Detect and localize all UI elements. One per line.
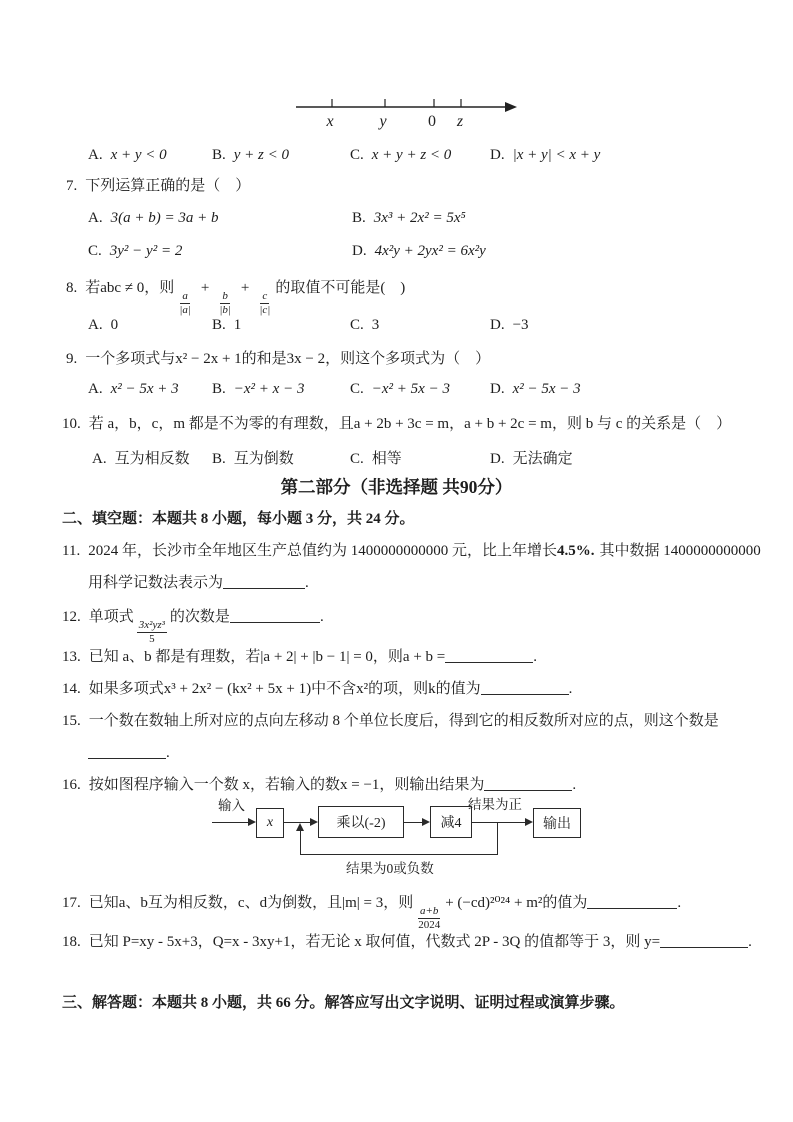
- q6-option-c: [350, 147, 451, 164]
- answer-blank: [88, 743, 166, 759]
- question-stem: 下列运算正确的是（ ）: [85, 178, 251, 194]
- fraction-numerator: c: [262, 290, 268, 302]
- option-text: 3(a + b) = 3a + b: [110, 210, 219, 226]
- option-text: 3x³ + 2x² = 5x⁵: [373, 210, 466, 226]
- answer-blank: [445, 647, 533, 663]
- answer-blank: [587, 893, 677, 909]
- question-15-line2: [88, 743, 170, 763]
- option-label: D.: [490, 147, 505, 163]
- question-stem: 如果多项式x³ + 2x² − (kx² + 5x + 1)中不含x²的项，则k的值为: [88, 681, 481, 697]
- numberline-label-z: z: [456, 113, 464, 130]
- fraction-numerator: 3x²yz³: [138, 619, 165, 631]
- question-number: 9.: [66, 351, 78, 367]
- question-number: 14.: [62, 681, 81, 697]
- q8-option-b: [212, 317, 241, 334]
- growth-rate-bold: 4.5%.: [556, 543, 595, 559]
- question-number: 13.: [62, 649, 81, 665]
- period: .: [568, 681, 573, 697]
- flow-arrow-up-icon: [296, 823, 304, 831]
- option-text: 3y² − y² = 2: [109, 243, 183, 259]
- question-stem: 已知 P=xy - 5x+3，Q=x - 3xy+1，若无论 x 取何值，代数式 2P - 3Q 的值都等于 3，则 y=: [88, 934, 661, 950]
- q6-option-d: [490, 147, 600, 164]
- option-label: C.: [350, 451, 364, 467]
- option-label: D.: [490, 317, 505, 333]
- numberline-figure: [293, 93, 525, 135]
- option-label: D.: [490, 381, 505, 397]
- q10-option-b: [212, 447, 294, 468]
- question-stem-end: 的取值不可能是( ): [275, 280, 406, 296]
- flow-box-subtract4: 减4: [430, 806, 472, 838]
- option-label: C.: [350, 317, 364, 333]
- q9-option-b: [212, 381, 304, 398]
- flow-arrow-right-icon: [422, 818, 430, 826]
- option-label: B.: [212, 147, 226, 163]
- option-label: A.: [88, 381, 103, 397]
- question-number: 16.: [62, 777, 81, 793]
- option-text: 0: [110, 317, 119, 333]
- option-text: −x² + 5x − 3: [371, 381, 450, 397]
- question-8: [66, 278, 405, 317]
- fraction-denominator: |c|: [259, 304, 271, 316]
- flow-arrow-right-icon: [248, 818, 256, 826]
- fraction-denominator: |b|: [219, 304, 231, 316]
- q7-option-c: [88, 243, 182, 260]
- period: .: [533, 649, 537, 665]
- fraction: [217, 290, 233, 317]
- question-12: [62, 607, 324, 646]
- question-number: 17.: [62, 895, 81, 911]
- question-14: [62, 679, 572, 699]
- q8-option-a: [88, 317, 118, 334]
- answer-blank: [481, 679, 569, 695]
- question-13: [62, 647, 537, 667]
- option-label: D.: [490, 451, 505, 467]
- q7-option-b: [352, 210, 466, 227]
- question-stem: 一个多项式与x² − 2x + 1的和是3x − 2，则这个多项式为（ ）: [85, 351, 491, 367]
- option-text: x + y + z < 0: [371, 147, 452, 163]
- flow-input-label: 输入: [218, 798, 245, 813]
- q7-options-row-2: [0, 243, 793, 265]
- option-label: B.: [212, 317, 226, 333]
- period: .: [305, 575, 309, 591]
- q6-option-a: [88, 147, 167, 164]
- q7-option-a: [88, 210, 218, 227]
- q6-options-row: [0, 147, 793, 169]
- fraction-numerator: b: [222, 290, 228, 302]
- option-label: B.: [212, 381, 226, 397]
- option-text: −3: [512, 317, 529, 333]
- q16-flowchart: [212, 793, 602, 881]
- question-11-line2: [88, 573, 309, 593]
- question-stem: 单项式: [88, 609, 134, 625]
- question-stem-end: + (−cd)²⁰²⁴ + m²的值为: [445, 895, 588, 911]
- question-9: [66, 349, 490, 369]
- question-stem: 若abc ≠ 0，则: [85, 280, 175, 296]
- numberline-label-zero: 0: [428, 113, 436, 130]
- q8-option-c: [350, 317, 379, 334]
- question-stem-cont: 用科学记数法表示为: [88, 575, 224, 591]
- question-number: 8.: [66, 280, 78, 296]
- flow-positive-result-label: 结果为正: [468, 797, 522, 812]
- flow-box-output: 输出: [533, 808, 581, 838]
- flow-arrow-right-icon: [525, 818, 533, 826]
- period: .: [677, 895, 682, 911]
- flow-loop-label: 结果为0或负数: [346, 861, 434, 876]
- period: .: [572, 777, 577, 793]
- question-number: 11.: [62, 543, 81, 559]
- flow-box-multiply: 乘以(-2): [318, 806, 404, 838]
- q6-option-b: [212, 147, 289, 164]
- q9-option-d: [490, 381, 581, 398]
- fraction: [416, 905, 442, 932]
- option-label: B.: [352, 210, 366, 226]
- question-stem: 已知a、b互为相反数，c、d为倒数，且|m| = 3，则: [88, 895, 414, 911]
- q9-options-row: [0, 381, 793, 403]
- q9-option-a: [88, 381, 179, 398]
- option-text: x² − 5x + 3: [110, 381, 179, 397]
- q10-option-c: [350, 447, 402, 468]
- q7-options-row-1: [0, 210, 793, 232]
- period: .: [748, 934, 752, 950]
- option-label: D.: [352, 243, 367, 259]
- option-text: y + z < 0: [233, 147, 290, 163]
- flow-line: [212, 822, 249, 823]
- answer-blank: [223, 573, 305, 589]
- question-stem-end: 的次数是: [169, 609, 230, 625]
- question-number: 12.: [62, 609, 81, 625]
- q10-option-a: [92, 447, 190, 468]
- fraction-numerator: a: [182, 290, 188, 302]
- question-stem: 按如图程序输入一个数 x，若输入的数x = −1，则输出结果为: [88, 777, 485, 793]
- answer-blank: [660, 932, 748, 948]
- option-text: −x² + x − 3: [233, 381, 305, 397]
- option-label: C.: [88, 243, 102, 259]
- q10-option-d: [490, 447, 573, 468]
- question-18: [62, 932, 752, 952]
- numberline-label-y: y: [379, 113, 387, 130]
- section2-intro: 二、填空题：本题共 8 小题，每小题 3 分，共 24 分。: [62, 511, 415, 527]
- question-number: 18.: [62, 934, 81, 950]
- option-text: 相等: [371, 451, 402, 467]
- fraction: [177, 290, 193, 317]
- q10-options-row: [0, 447, 793, 469]
- part2-title: 第二部分（非选择题 共90分）: [280, 477, 513, 497]
- fraction-denominator: |a|: [179, 304, 191, 316]
- question-16: [62, 775, 576, 795]
- question-number: 7.: [66, 178, 78, 194]
- option-label: A.: [92, 451, 107, 467]
- question-stem-cont: 其中数据 1400000000000: [599, 543, 761, 559]
- numberline-label-x: x: [326, 113, 334, 130]
- option-text: 4x²y + 2yx² = 6x²y: [374, 243, 486, 259]
- option-text: 互为相反数: [114, 451, 190, 467]
- option-text: x + y < 0: [110, 147, 167, 163]
- question-number: 15.: [62, 713, 81, 729]
- question-15-line1: [62, 711, 719, 731]
- period: .: [166, 745, 170, 761]
- option-text: 1: [233, 317, 242, 333]
- numberline-arrowhead: [505, 102, 517, 112]
- question-stem: 若 a，b，c，m 都是不为零的有理数，且a + 2b + 3c = m，a + b + 2c = m，则 b 与 c 的关系是（ ）: [88, 416, 732, 432]
- answer-blank: [230, 607, 320, 623]
- option-text: x² − 5x − 3: [512, 381, 581, 397]
- option-label: A.: [88, 317, 103, 333]
- section3-intro: 三、解答题：本题共 8 小题，共 66 分。解答应写出文字说明、证明过程或演算步骤。: [62, 995, 625, 1011]
- flow-feedback-line: [497, 823, 498, 854]
- fraction: [257, 290, 272, 317]
- question-stem: 一个数在数轴上所对应的点向左移动 8 个单位长度后，得到它的相反数所对应的点，则这个数是: [88, 713, 719, 729]
- flow-arrow-right-icon: [310, 818, 318, 826]
- question-7: [66, 176, 250, 196]
- plus-sign: +: [240, 280, 250, 296]
- question-11-line1: [62, 541, 761, 561]
- q8-option-d: [490, 317, 529, 334]
- fraction-denominator: 2024: [418, 919, 441, 931]
- flow-feedback-line: [300, 830, 301, 854]
- option-text: 无法确定: [512, 451, 573, 467]
- question-stem: 已知 a、b 都是有理数，若|a + 2| + |b − 1| = 0，则a + b =: [88, 649, 446, 665]
- fraction-numerator: a+b: [419, 905, 439, 917]
- option-label: C.: [350, 147, 364, 163]
- option-text: 3: [371, 317, 380, 333]
- question-10: [62, 414, 731, 434]
- option-text: 互为倒数: [233, 451, 294, 467]
- question-stem: 2024 年，长沙市全年地区生产总值约为 1400000000000 元，比上年增长: [88, 543, 557, 559]
- question-number: 10.: [62, 416, 81, 432]
- option-label: C.: [350, 381, 364, 397]
- flow-line: [403, 822, 423, 823]
- fraction: [137, 619, 167, 646]
- q9-option-c: [350, 381, 450, 398]
- option-text: |x + y| < x + y: [512, 147, 601, 163]
- q8-options-row: [0, 317, 793, 339]
- flow-feedback-line: [300, 854, 498, 855]
- fraction-denominator: 5: [149, 633, 155, 645]
- option-label: B.: [212, 451, 226, 467]
- question-17: [62, 893, 681, 932]
- plus-sign: +: [200, 280, 210, 296]
- q7-option-d: [352, 243, 486, 260]
- period: .: [319, 609, 324, 625]
- answer-blank: [484, 775, 572, 791]
- option-label: A.: [88, 210, 103, 226]
- option-label: A.: [88, 147, 103, 163]
- flow-box-x: x: [256, 808, 284, 838]
- flow-line: [471, 822, 526, 823]
